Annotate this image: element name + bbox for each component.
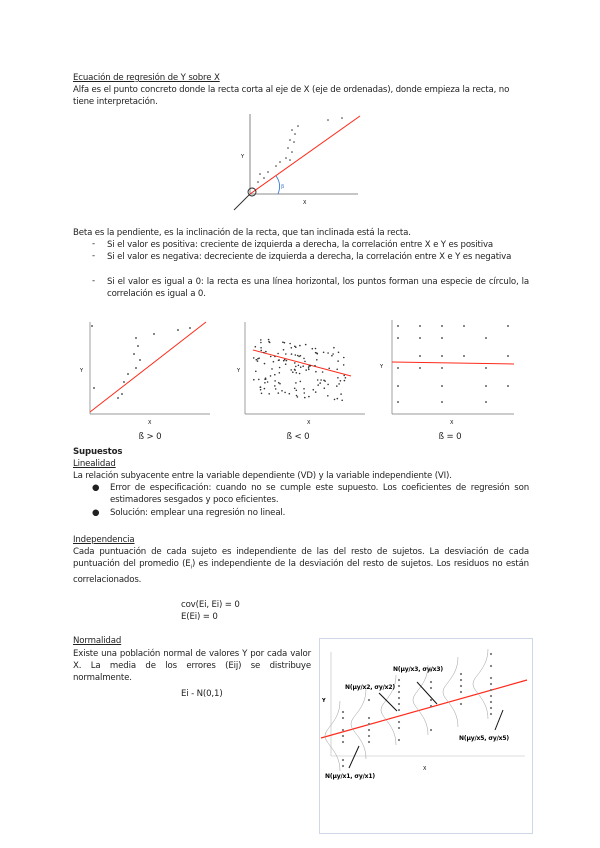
data-point: [332, 353, 334, 355]
data-point: [284, 342, 286, 344]
normalidad-text: Existe una población normal de valores Y por cada valor X. La media de los errores (Eij) se distribuye normalmente.: [73, 649, 311, 684]
data-point: [419, 325, 421, 327]
data-point: [368, 735, 370, 737]
data-point: [398, 697, 400, 699]
data-point: [258, 379, 260, 381]
data-point: [460, 685, 462, 687]
data-point: [304, 392, 306, 394]
data-point: [490, 695, 492, 697]
regression-line: [253, 350, 351, 376]
data-point: [342, 729, 344, 731]
plot-beta-zero: [380, 316, 520, 428]
regression-figure: [228, 112, 368, 214]
data-point: [368, 741, 370, 743]
data-point: [490, 665, 492, 667]
data-point: [341, 400, 343, 402]
bullet-dot: ●: [92, 508, 100, 518]
data-point: [490, 713, 492, 715]
data-point: [368, 717, 370, 719]
data-point: [268, 341, 270, 343]
data-point: [398, 739, 400, 741]
data-point: [323, 352, 325, 354]
data-point: [324, 387, 326, 389]
data-point: [303, 388, 305, 390]
data-point: [419, 355, 421, 357]
data-point: [398, 703, 400, 705]
data-point: [342, 735, 344, 737]
data-point: [398, 709, 400, 711]
data-point: [295, 366, 297, 368]
data-point: [317, 353, 319, 355]
data-point: [460, 703, 462, 705]
heading-regression: Ecuación de regresión de Y sobre X: [73, 73, 220, 83]
data-point: [298, 356, 300, 358]
data-point: [279, 383, 281, 385]
data-point: [337, 398, 339, 400]
data-point: [278, 382, 280, 384]
data-point: [398, 685, 400, 687]
data-point: [463, 325, 465, 327]
data-point: [316, 359, 318, 361]
data-point: [296, 395, 298, 397]
data-point: [298, 365, 300, 367]
data-point: [317, 384, 319, 386]
data-point: [368, 729, 370, 731]
data-point: [274, 374, 276, 376]
caption-beta-negative: ß < 0: [286, 432, 310, 442]
data-point: [314, 365, 316, 367]
data-point: [296, 372, 298, 374]
independencia-text: Cada puntuación de cada sujeto es independiente de las del resto de sujetos. La desviación de cada puntuación del promedio $(E_i)$ es independiente de la desviación del resto de sujetos. Los residuos no están correlacionados.: [73, 547, 529, 586]
data-point: [490, 653, 492, 655]
data-point: [460, 679, 462, 681]
data-point: [304, 397, 306, 399]
data-point: [270, 356, 272, 358]
bullet-zero: Si el valor es igual a 0: la recta es una línea horizontal, los puntos forman una especie de círculo, la correlación es igual a 0.: [107, 277, 529, 300]
data-point: [265, 377, 267, 379]
data-point: [256, 359, 258, 361]
data-point: [368, 699, 370, 701]
data-point: [338, 352, 340, 354]
y-label: Y: [380, 364, 383, 370]
data-point: [260, 389, 262, 391]
heading-normalidad: Normalidad: [73, 636, 122, 646]
alfa-paragraph: Alfa es el punto concreto donde la recta corta al eje de X (eje de ordenadas), donde empieza la recta, no tiene interpretación.: [73, 85, 510, 108]
data-point: [281, 390, 283, 392]
data-point: [398, 727, 400, 729]
data-point: [322, 371, 324, 373]
data-point: [305, 369, 307, 371]
x-label: X: [450, 420, 454, 426]
data-point: [299, 373, 301, 375]
data-point: [490, 677, 492, 679]
data-point: [264, 388, 266, 390]
y-label: Y: [80, 368, 83, 374]
bullet-error: Error de especificación: cuando no se cumple este supuesto. Los coeficientes de regresión son estimadores sesgados y poco eficientes.: [110, 483, 529, 506]
data-point: [342, 717, 344, 719]
axis-extension: [234, 194, 250, 210]
regression-line: [392, 362, 514, 364]
data-point: [260, 347, 262, 349]
data-point: [305, 344, 307, 346]
y-label: Y: [322, 698, 326, 704]
data-point: [340, 393, 342, 395]
data-point: [328, 368, 330, 370]
data-point: [507, 355, 509, 357]
data-point: [271, 368, 273, 370]
data-point: [289, 343, 291, 345]
data-point: [261, 393, 263, 395]
beta-paragraph: Beta es la pendiente, es la inclinación de la recta, que tan inclinada está la recta.: [73, 228, 411, 238]
data-point: [278, 359, 280, 361]
x-label: X: [307, 420, 311, 426]
data-point: [263, 352, 265, 354]
data-point: [278, 392, 280, 394]
data-point: [398, 691, 400, 693]
data-point: [274, 356, 276, 358]
data-point: [490, 683, 492, 685]
bullet-marker: -: [92, 276, 95, 286]
data-point: [485, 337, 487, 339]
data-point: [345, 377, 347, 379]
plot-beta-negative: [233, 318, 373, 430]
data-point: [327, 384, 329, 386]
data-point: [282, 341, 284, 343]
data-point: [315, 352, 317, 354]
formula-expectation: E(Ei) = 0: [181, 612, 218, 622]
bullet-dot: ●: [92, 483, 100, 493]
data-point: [315, 348, 317, 350]
data-point: [342, 765, 344, 767]
data-points: [257, 117, 343, 183]
data-point: [279, 367, 281, 369]
data-point: [255, 346, 257, 348]
data-point: [463, 355, 465, 357]
data-point: [368, 723, 370, 725]
formula-normal: Ei - N(0,1): [181, 689, 223, 699]
data-point: [315, 371, 317, 373]
data-point: [294, 388, 296, 390]
data-point: [319, 382, 321, 384]
data-point: [507, 325, 509, 327]
regression-line: [90, 322, 206, 412]
data-point: [275, 388, 277, 390]
data-point: [309, 365, 311, 367]
caption-beta-positive: ß > 0: [138, 432, 162, 442]
data-point: [270, 375, 272, 377]
data-point: [283, 349, 285, 351]
data-points: [91, 325, 191, 399]
plot-beta-positive: [78, 318, 218, 430]
x-label: X: [303, 200, 307, 206]
formula-cov: cov(Ei, Ei) = 0: [181, 600, 240, 610]
data-point: [302, 365, 304, 367]
data-point: [285, 363, 287, 365]
data-point: [430, 705, 432, 707]
data-point: [267, 381, 269, 383]
heading-independencia: Independencia: [73, 535, 135, 545]
bullet-marker: -: [92, 239, 95, 249]
data-point: [257, 360, 259, 362]
data-point: [300, 366, 302, 368]
beta-label: β: [281, 184, 285, 190]
data-point: [294, 362, 296, 364]
data-point: [284, 359, 286, 361]
data-point: [343, 375, 345, 377]
data-point: [253, 357, 255, 359]
data-point: [338, 383, 340, 385]
data-point: [334, 399, 336, 401]
data-point: [441, 367, 443, 369]
data-point: [397, 401, 399, 403]
beta-arc: [276, 176, 280, 194]
data-point: [313, 389, 315, 391]
data-point: [255, 371, 257, 373]
data-points: [253, 339, 346, 401]
data-point: [490, 689, 492, 691]
data-point: [312, 348, 314, 350]
data-point: [441, 355, 443, 357]
data-point: [397, 337, 399, 339]
data-point: [289, 393, 291, 395]
data-point: [343, 364, 345, 366]
data-point: [277, 353, 279, 355]
data-point: [344, 380, 346, 382]
data-point: [265, 351, 267, 353]
y-label: Y: [241, 154, 244, 160]
label-n-x1: N(μy/x1, σy/x1): [325, 773, 376, 780]
data-point: [485, 401, 487, 403]
data-point: [264, 363, 266, 365]
data-point: [253, 379, 255, 381]
data-point: [317, 379, 319, 381]
data-point: [336, 385, 338, 387]
data-point: [337, 377, 339, 379]
data-point: [343, 357, 345, 359]
data-point: [340, 380, 342, 382]
heading-supuestos: Supuestos: [73, 447, 123, 457]
x-label: X: [423, 766, 427, 772]
data-point: [268, 393, 270, 395]
data-point: [490, 701, 492, 703]
data-point: [264, 382, 266, 384]
data-point: [268, 339, 270, 341]
data-point: [297, 396, 299, 398]
data-point: [294, 369, 296, 371]
data-point: [397, 385, 399, 387]
data-point: [441, 385, 443, 387]
bullet-marker: -: [92, 251, 95, 261]
data-point: [490, 707, 492, 709]
data-point: [294, 346, 296, 348]
data-point: [333, 347, 335, 349]
data-point: [300, 381, 302, 383]
normality-figure: [319, 638, 533, 834]
data-point: [290, 369, 292, 371]
data-point: [430, 729, 432, 731]
data-point: [419, 367, 421, 369]
data-point: [308, 396, 310, 398]
bullet-positive: Si el valor es positiva: creciente de izquierda a derecha, la correlación entre X e Y es positiva: [107, 240, 494, 250]
data-point: [430, 681, 432, 683]
data-point: [397, 367, 399, 369]
data-point: [485, 367, 487, 369]
data-point: [507, 385, 509, 387]
data-point: [274, 380, 276, 382]
data-point: [342, 759, 344, 761]
data-point: [296, 390, 298, 392]
data-point: [336, 369, 338, 371]
label-n-x2: N(μy/x2, σy/x2): [345, 684, 396, 691]
data-point: [485, 385, 487, 387]
data-point: [430, 687, 432, 689]
data-point: [260, 342, 262, 344]
data-point: [441, 325, 443, 327]
linealidad-text: La relación subyacente entre la variable dependiente (VD) y la variable independiente (VI).: [73, 471, 452, 481]
data-point: [441, 401, 443, 403]
data-point: [430, 699, 432, 701]
data-point: [274, 385, 276, 387]
bullet-solucion: Solución: emplear una regresión no lineal.: [110, 508, 286, 518]
data-point: [295, 382, 297, 384]
data-point: [260, 386, 262, 388]
data-point: [315, 391, 317, 393]
data-point: [460, 673, 462, 675]
data-point: [320, 379, 322, 381]
data-point: [308, 367, 310, 369]
data-point: [295, 354, 297, 356]
data-point: [323, 380, 325, 382]
data-point: [398, 679, 400, 681]
data-point: [299, 345, 301, 347]
x-label: X: [148, 420, 152, 426]
data-point: [291, 347, 293, 349]
data-point: [285, 353, 287, 355]
regression-line: [250, 116, 360, 194]
data-point: [342, 741, 344, 743]
data-point: [260, 350, 262, 352]
data-point: [286, 360, 288, 362]
data-point: [441, 337, 443, 339]
data-point: [398, 721, 400, 723]
data-point: [327, 395, 329, 397]
data-point: [279, 372, 281, 374]
data-point: [292, 371, 294, 373]
data-point: [291, 353, 293, 355]
data-point: [260, 339, 262, 341]
data-point: [397, 325, 399, 327]
data-point: [342, 711, 344, 713]
heading-linealidad: Linealidad: [73, 459, 116, 469]
data-point: [304, 361, 306, 363]
data-point: [284, 392, 286, 394]
data-point: [273, 361, 275, 363]
caption-beta-zero: ß = 0: [438, 432, 462, 442]
data-point: [303, 358, 305, 360]
data-point: [308, 369, 310, 371]
data-point: [297, 355, 299, 357]
label-n-x3: N(μy/x3, σy/x3): [393, 666, 444, 673]
bullet-negative: Si el valor es negativa: decreciente de izquierda a derecha, la correlación entre X e Y es negativa: [107, 252, 512, 262]
data-point: [460, 691, 462, 693]
data-point: [327, 352, 329, 354]
y-label: Y: [237, 368, 240, 374]
label-n-x5: N(μy/x5, σy/x5): [459, 735, 510, 742]
data-point: [419, 337, 421, 339]
data-point: [331, 355, 333, 357]
data-point: [257, 358, 259, 360]
data-point: [337, 360, 339, 362]
